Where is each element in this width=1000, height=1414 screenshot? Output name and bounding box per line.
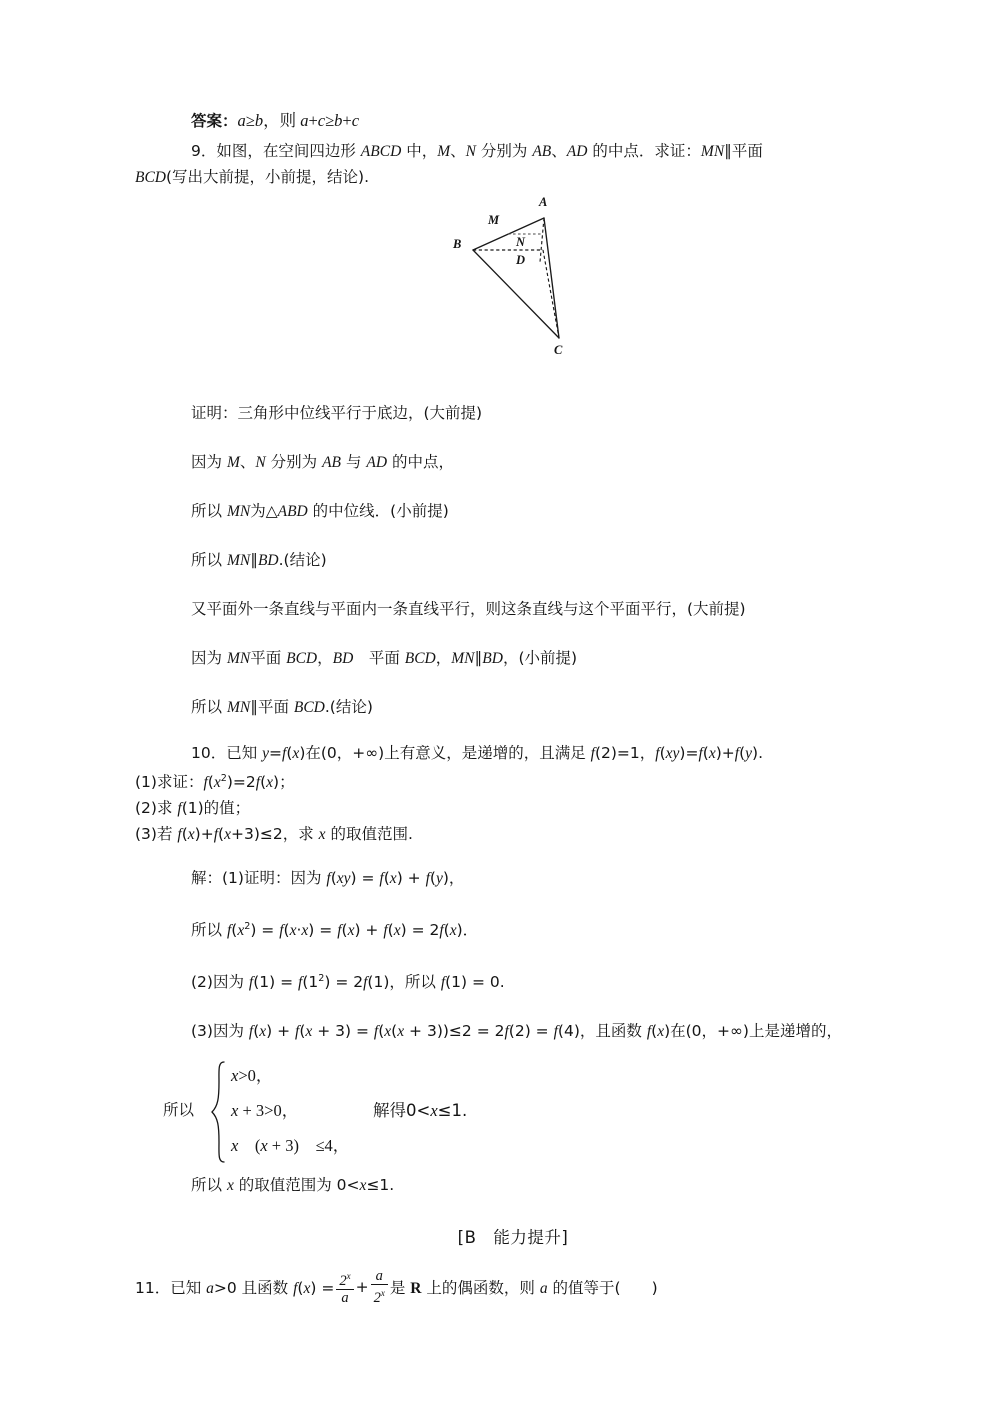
figure-label-M: M: [488, 213, 500, 227]
system-row-1: x>0，: [231, 1066, 273, 1086]
system-row-2: x + 3>0，: [231, 1101, 299, 1121]
figure-spacer: [163, 190, 863, 400]
problem-10-item-1: (1)求证：$f(x^2)=2f(x)$；: [135, 773, 295, 792]
answer-label: 答案：: [191, 112, 238, 130]
system-row-3: x (x + 3) ≤4，: [231, 1136, 350, 1156]
system-rows: [231, 1058, 349, 1163]
system-tail: 解得0<x≤1.: [373, 1101, 468, 1121]
problem-10-item-2: (2)求 f(1)的值；: [135, 799, 251, 818]
answer-8-text: a≥b，则 a+c≥b+c: [237, 111, 360, 130]
proof-9-line-3: 所以 MN为△ABD 的中位线．(小前提): [191, 502, 449, 520]
solution-10-line-3: (2)因为 $f(1) = f(1^2) = 2f(1)$，所以 f(1) = 0.: [191, 973, 505, 992]
solution-10-conclusion: 所以 x 的取值范围为 0<x≤1.: [191, 1176, 395, 1195]
solution-10-line-4: (3)因为 f(x) + f(x + 3) = f(x(x + 3))≤2 = 2f(2) = f(4)，且函数 f(x)在(0，+∞)上是递增的，: [191, 1022, 842, 1041]
text-column: [135, 108, 863, 1307]
figure-label-B: B: [453, 237, 462, 251]
fraction-2x-over-a: $\frac{2^x}{a}$: [336, 1269, 353, 1306]
problem-10-item-3: (3)若 f(x)+f(x+3)≤2，求 x 的取值范围.: [135, 825, 413, 844]
proof-9-line-6: 因为 MN平面 BCD，BD 平面 BCD，MN∥BD，(小前提): [191, 649, 578, 667]
figure-label-D: D: [516, 253, 526, 267]
system-label: 所以: [163, 1101, 195, 1120]
proof-9-line-2: 因为 M、N 分别为 AB 与 AD 的中点，: [191, 453, 454, 471]
problem-10-stem: 10．已知 y=f(x)在(0，+∞)上有意义，是递增的，且满足 f(2)=1，f(xy)=f(x)+f(y).: [191, 744, 764, 762]
left-brace-icon: [209, 1060, 227, 1164]
problem-9-stem-cont: BCD(写出大前提，小前提，结论).: [135, 168, 370, 186]
proof-9-line-4: 所以 MN∥BD.(结论): [191, 551, 327, 569]
figure-label-A: A: [539, 195, 548, 209]
figure-label-N: N: [516, 235, 526, 249]
answer-8-line: [163, 108, 863, 134]
proof-9-line-5: 又平面外一条直线与平面内一条直线平行，则这条直线与这个平面平行，(大前提): [191, 600, 746, 618]
solution-10-line-1: 解：(1)证明：因为 f(xy) = f(x) + f(y)，: [191, 869, 465, 888]
inequality-system: [163, 1058, 863, 1166]
problem-9-stem: 9．如图，在空间四边形 ABCD 中，M、N 分别为 AB、AD 的中点．求证：MN∥平面: [191, 142, 763, 160]
problem-11-stem: 11．已知 a>0 且函数 f(x) = $\frac{2^x}{a}$ + $\frac{a}{2^x}$ 是 R 上的偶函数，则 a 的值等于( ): [135, 1268, 658, 1307]
proof-9-line-7: 所以 MN∥平面 BCD.(结论): [191, 698, 373, 716]
solution-10-line-2: 所以 $f(x^2) = f(x\cdot x) = f(x) + f(x) = 2f(x)$．: [191, 921, 479, 940]
proof-9-line-1: 证明：三角形中位线平行于底边，(大前提): [191, 404, 483, 422]
section-header-b: [B 能力提升]: [457, 1228, 569, 1248]
fraction-a-over-2x: $\frac{a}{2^x}$: [371, 1269, 388, 1306]
figure-label-C: C: [554, 343, 563, 357]
